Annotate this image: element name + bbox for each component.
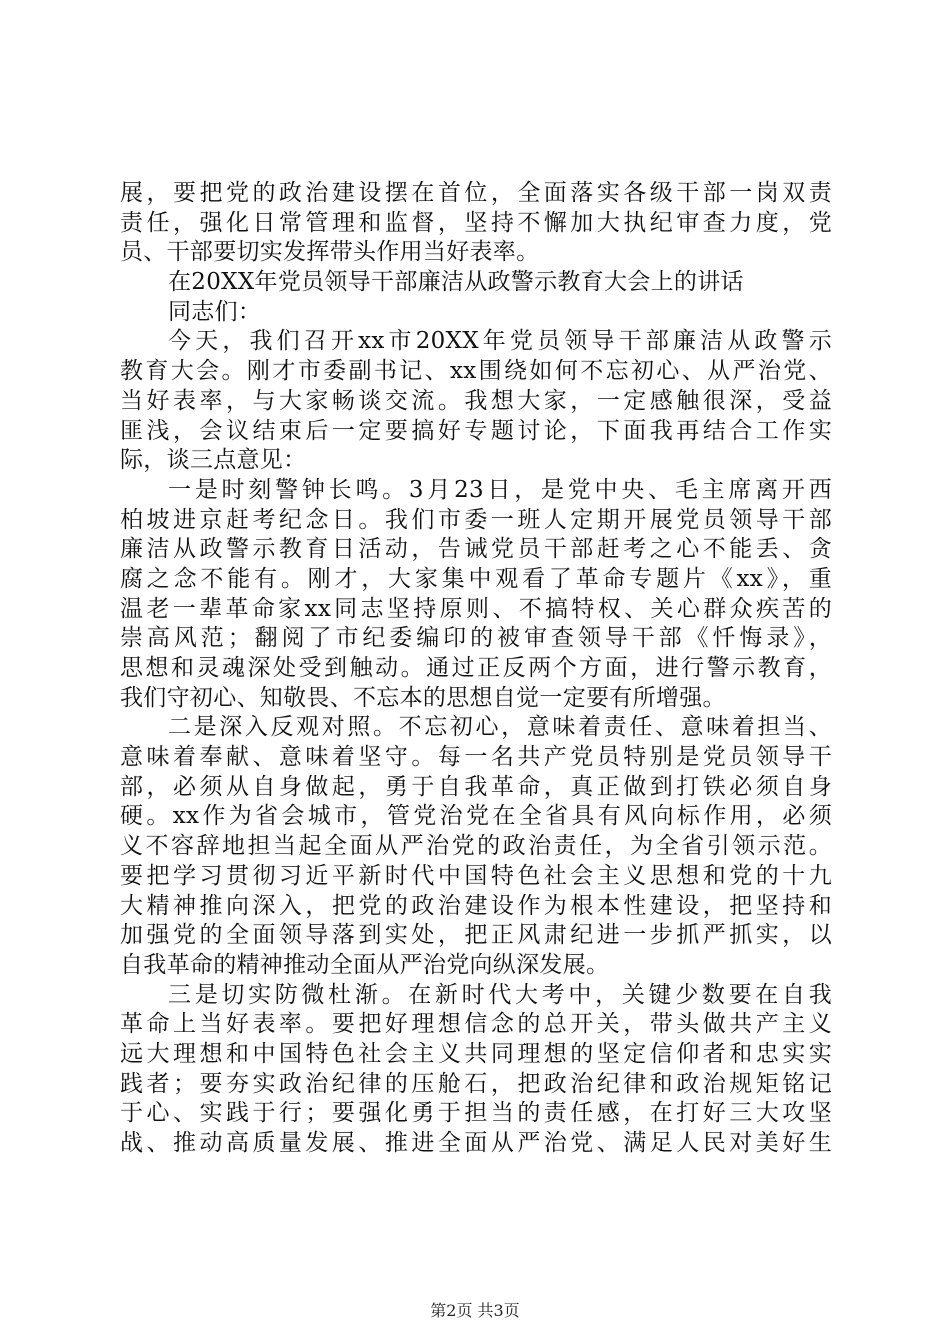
- text-line: 员、干部要切实发挥带头作用当好表率。: [120, 239, 540, 266]
- text-line: 远大理想和中国特色社会主义共同理想的坚定信仰者和忠实实: [120, 1040, 832, 1067]
- text-line: 义不容辞地担当起全面从严治党的政治责任，为全省引领示范。: [120, 833, 832, 860]
- text-line: 教育大会。刚才市委副书记、xx围绕如何不忘初心、从严治党、: [120, 358, 832, 385]
- text-line: 部，必须从自身做起，勇于自我革命，真正做到打铁必须自身: [120, 773, 832, 800]
- text-line: 三是切实防微杜渐。在新时代大考中，关键少数要在自我: [168, 981, 832, 1008]
- text-line: 柏坡进京赶考纪念日。我们市委一班人定期开展党员领导干部: [120, 506, 832, 533]
- text-line: 革命上当好表率。要把好理想信念的总开关，带头做共产主义: [120, 1011, 832, 1038]
- page-footer: 第2页 共3页: [430, 1301, 520, 1320]
- text-line: 温老一辈革命家xx同志坚持原则、不搞特权、关心群众疾苦的: [120, 595, 832, 622]
- text-line: 责任，强化日常管理和监督，坚持不懈加大执纪审查力度，党: [120, 209, 832, 236]
- text-line: 思想和灵魂深处受到触动。通过正反两个方面，进行警示教育，: [120, 655, 832, 681]
- text-line: 自我革命的精神推动全面从严治党向纵深发展。: [120, 951, 610, 978]
- text-line: 展，要把党的政治建设摆在首位，全面落实各级干部一岗双责: [120, 180, 832, 206]
- text-line: 在20XX年党员领导干部廉洁从政警示教育大会上的讲话: [168, 269, 744, 296]
- text-line: 硬。xx作为省会城市，管党治党在全省具有风向标作用，必须: [120, 803, 832, 830]
- text-line: 崇高风范；翻阅了市纪委编印的被审查领导干部《忏悔录》，: [120, 625, 832, 652]
- text-line: 意味着奉献、意味着坚守。每一名共产党员特别是党员领导干: [120, 744, 832, 771]
- text-line: 战、推动高质量发展、推进全面从严治党、满足人民对美好生: [120, 1130, 832, 1156]
- text-line: 当好表率，与大家畅谈交流。我想大家，一定感触很深，受益: [120, 387, 832, 414]
- text-line: 际，谈三点意见：: [120, 447, 307, 474]
- text-line: 匪浅，会议结束后一定要搞好专题讨论，下面我再结合工作实: [120, 417, 832, 444]
- text-line: 加强党的全面领导落到实处，把正风肃纪进一步抓严抓实，以: [120, 922, 832, 949]
- text-line: 要把学习贯彻习近平新时代中国特色社会主义思想和党的十九: [120, 862, 832, 889]
- text-line: 大精神推向深入，把党的政治建设作为根本性建设，把坚持和: [120, 892, 832, 919]
- text-line: 二是深入反观对照。不忘初心，意味着责任、意味着担当、: [168, 714, 832, 741]
- text-line: 我们守初心、知敬畏、不忘本的思想自觉一定要有所增强。: [120, 684, 726, 711]
- document-body: [120, 179, 832, 1159]
- text-line: 廉洁从政警示教育日活动，告诫党员干部赶考之心不能丢、贪: [120, 536, 832, 563]
- text-line: 同志们：: [168, 298, 262, 325]
- text-line: 今天，我们召开xx市20XX年党员领导干部廉洁从政警示: [168, 328, 832, 355]
- text-line: 践者；要夯实政治纪律的压舱石，把政治纪律和政治规矩铭记: [120, 1070, 832, 1097]
- text-line: 于心、实践于行；要强化勇于担当的责任感，在打好三大攻坚: [120, 1100, 832, 1127]
- text-line: 一是时刻警钟长鸣。3月23日，是党中央、毛主席离开西: [168, 476, 832, 503]
- text-line: 腐之念不能有。刚才，大家集中观看了革命专题片《xx》，重: [120, 565, 832, 592]
